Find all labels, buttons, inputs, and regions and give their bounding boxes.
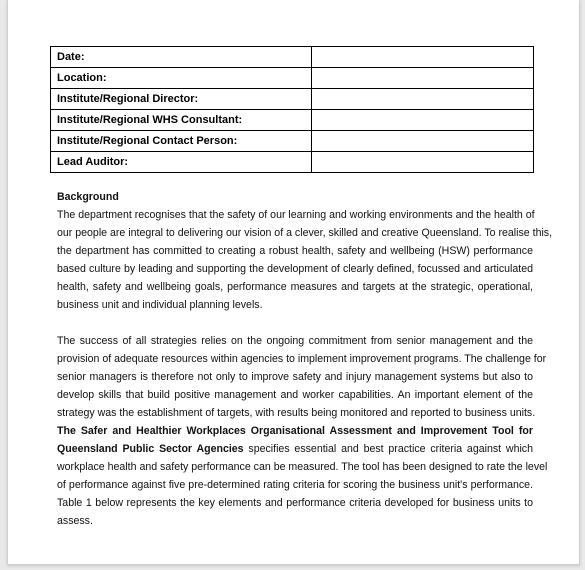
background-section bbox=[57, 188, 553, 530]
location-value[interactable] bbox=[312, 68, 534, 89]
table-row bbox=[51, 110, 534, 131]
director-label: Institute/Regional Director: bbox=[51, 89, 312, 110]
text-line: provision of adequate resources within agencies to implement improvement programs. The challenge for bbox=[57, 353, 547, 365]
whs-consultant-label: Institute/Regional WHS Consultant: bbox=[51, 110, 312, 131]
text-line: assess. bbox=[57, 515, 93, 527]
text-line: The success of all strategies relies on the ongoing commitment from senior management and the bbox=[57, 335, 533, 347]
text-line: of performance against five pre-determined rating criteria for scoring the business unit's performance. bbox=[57, 479, 533, 491]
section-heading: Background bbox=[57, 191, 119, 203]
location-label: Location: bbox=[51, 68, 312, 89]
tool-description: specifies essential and best practice criteria against which bbox=[243, 443, 533, 455]
tool-title-part-2: Queensland Public Sector Agencies bbox=[57, 443, 244, 455]
table-row bbox=[51, 47, 534, 68]
text-line: based culture by leading and supporting the development of clearly defined, focussed and articulated bbox=[57, 263, 533, 275]
tool-title-part-1: The Safer and Healthier Workplaces Organisational Assessment and Improvement Tool for bbox=[57, 425, 533, 437]
text-line: The department recognises that the safety of our learning and working environments and the health of bbox=[57, 209, 535, 221]
text-line: strategy was the establishment of targets, with results being monitored and reported to business units. bbox=[57, 407, 536, 419]
contact-person-label: Institute/Regional Contact Person: bbox=[51, 131, 312, 152]
whs-consultant-value[interactable] bbox=[312, 110, 534, 131]
lead-auditor-label: Lead Auditor: bbox=[51, 152, 312, 173]
audit-details-table bbox=[50, 46, 534, 173]
text-line: the department has committed to creating a robust health, safety and wellbeing (HSW) performance bbox=[57, 245, 533, 257]
contact-person-value[interactable] bbox=[312, 131, 534, 152]
text-line: senior managers is therefore not only to improve safety and injury management systems but also to bbox=[57, 371, 533, 383]
date-label: Date: bbox=[51, 47, 312, 68]
text-line: business unit and individual planning levels. bbox=[57, 299, 263, 311]
document-page bbox=[7, 0, 580, 565]
director-value[interactable] bbox=[312, 89, 534, 110]
text-line: workplace health and safety performance can be measured. The tool has been designed to rate the level bbox=[57, 461, 548, 473]
table-row bbox=[51, 89, 534, 110]
table-row bbox=[51, 152, 534, 173]
table-row bbox=[51, 131, 534, 152]
text-line: health, safety and wellbeing goals, performance measures and targets at the strategic, operational, bbox=[57, 281, 533, 293]
paragraph-1 bbox=[57, 206, 553, 314]
text-line bbox=[57, 440, 533, 458]
text-line bbox=[57, 422, 533, 440]
text-line: Table 1 below represents the key elements and performance criteria developed for business units to bbox=[57, 497, 533, 509]
lead-auditor-value[interactable] bbox=[312, 152, 534, 173]
text-line: our people are integral to delivering our vision of a clever, skilled and creative Queensland. To realise this, bbox=[57, 227, 553, 239]
text-line: develop skills that build positive management and worker capabilities. An important element of the bbox=[57, 389, 533, 401]
paragraph-2 bbox=[57, 332, 548, 530]
date-value[interactable] bbox=[312, 47, 534, 68]
table-row bbox=[51, 68, 534, 89]
